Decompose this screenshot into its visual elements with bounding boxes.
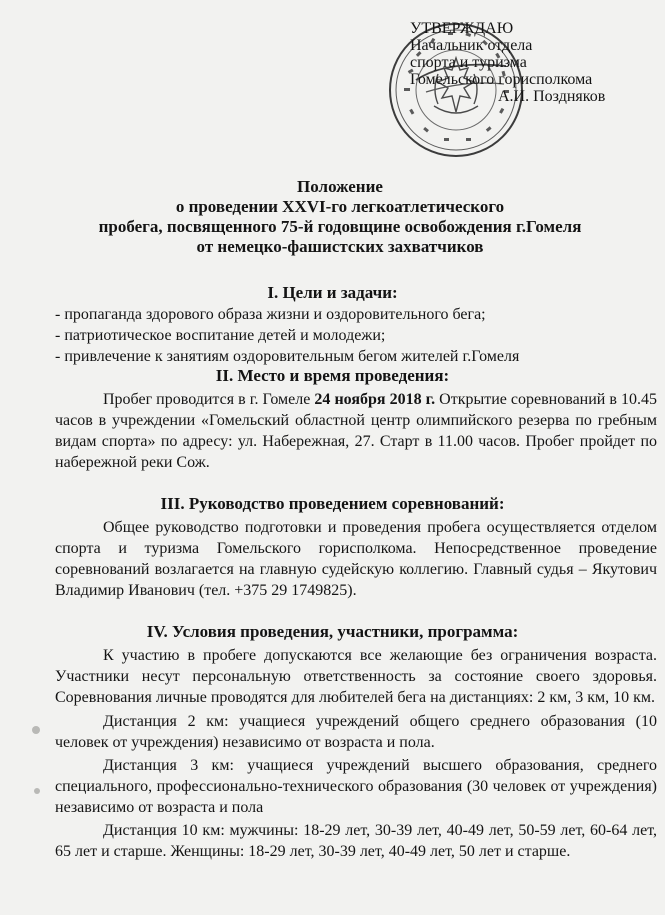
section-4-heading: IV. Условия проведения, участники, программа:	[146, 622, 519, 641]
approval-signer: А.И. Поздняков	[498, 88, 606, 105]
section-1-heading: I. Цели и задачи:	[267, 283, 398, 302]
section-4-paragraph-2: Дистанция 2 км: учащиеся учреждений общего среднего образования (10 человек от учреждения) независимо от возраста и пола.	[55, 713, 657, 751]
title-line-1: Положение	[297, 177, 383, 196]
section-2-text-start: Пробег проводится в г. Гомеле	[103, 391, 315, 408]
goal-item-1: - пропаганда здорового образа жизни и оздоровительного бега;	[55, 306, 486, 323]
approval-position-line-2: спорта и туризма	[410, 54, 527, 71]
scan-smudge	[34, 788, 40, 794]
approval-position-line-3: Гомельского горисполкома	[410, 71, 593, 88]
document-title	[20, 177, 660, 257]
section-2-paragraph	[55, 389, 657, 473]
approval-block	[410, 20, 655, 105]
section-4-paragraph-1: К участию в пробеге допускаются все желающие без ограничения возраста. Участники несут персональную ответственность за состояние своего здоровья. Соревнования личные проводятся для любителей бега на дистанциях: 2 км, 3 км, 10 км.	[55, 647, 657, 706]
title-line-2: о проведении XXVI-го легкоатлетического	[175, 197, 505, 216]
title-line-4: от немецко-фашистских захватчиков	[196, 237, 484, 256]
title-line-3: пробега, посвященного 75-й годовщине освобождения г.Гомеля	[98, 217, 582, 236]
section-2-text-rest: Открытие соревнований в 10.45 часов в учреждении «Гомельский областной центр олимпийского резерва по гребным видам спорта» по адресу: ул. Набережная, 27. Старт в 11.00 часов. Пробег пройдет по набережной реки Сож.	[55, 391, 657, 471]
goal-item-2: - патриотическое воспитание детей и молодежи;	[55, 327, 386, 344]
race-date: 24 ноября 2018 г.	[314, 391, 436, 408]
goal-item-3: - привлечение к занятиям оздоровительным бегом жителей г.Гомеля	[55, 348, 520, 365]
approval-heading: УТВЕРЖДАЮ	[410, 20, 514, 37]
section-2-heading: II. Место и время проведения:	[215, 366, 450, 385]
section-4-paragraph-4: Дистанция 10 км: мужчины: 18-29 лет, 30-39 лет, 40-49 лет, 50-59 лет, 60-64 лет, 65 лет и старше. Женщины: 18-29 лет, 30-39 лет, 40-49 лет, 50 лет и старше.	[55, 822, 657, 860]
scan-smudge	[32, 726, 40, 734]
approval-position-line-1: Начальник отдела	[410, 37, 533, 54]
section-3-paragraph: Общее руководство подготовки и проведения пробега осуществляется отделом спорта и туризма Гомельского горисполкома. Непосредственное проведение соревнований возлагается на главную судейскую коллегию. Главный судья – Якутович Владимир Иванович (тел. +375 29 1749825).	[55, 519, 657, 599]
section-3-heading: III. Руководство проведением соревнований:	[160, 494, 505, 513]
section-4-paragraph-3: Дистанция 3 км: учащиеся учреждений высшего образования, среднего специального, профессионально-технического образования (30 человек от учреждения) независимо от возраста и пола	[55, 757, 657, 816]
